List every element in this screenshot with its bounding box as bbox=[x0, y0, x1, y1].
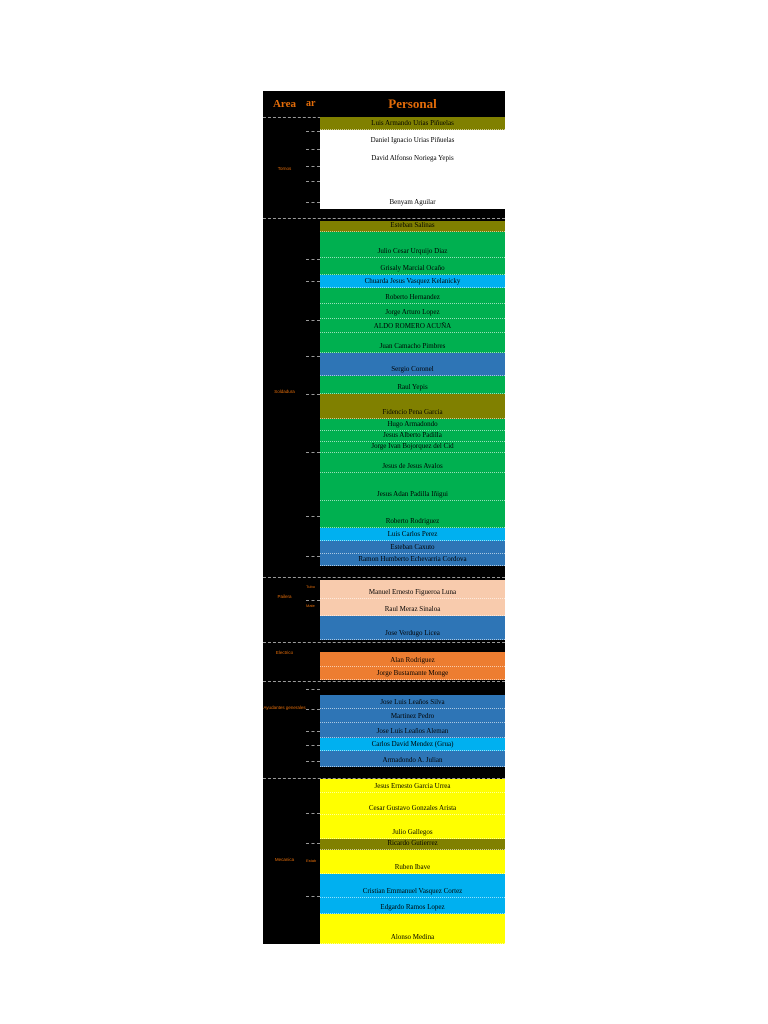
personal-cell[interactable]: Edgardo Ramos Lopez bbox=[320, 898, 505, 914]
area-label-electrico: Electrico bbox=[275, 650, 294, 655]
row-separator bbox=[263, 218, 505, 219]
sublabel-mecanica-1: Estab bbox=[306, 858, 317, 863]
personal-cell[interactable]: Raul Meraz Sinaloa bbox=[320, 599, 505, 616]
row-separator bbox=[263, 681, 505, 682]
personal-cell[interactable]: Julio Gallegos bbox=[320, 815, 505, 839]
row-tick bbox=[306, 281, 320, 282]
area-label-mecanica: Mecanica bbox=[274, 857, 295, 862]
column-header-area[interactable]: Area bbox=[272, 98, 296, 110]
personal-cell[interactable]: Jesus de Jesus Avalos bbox=[320, 453, 505, 473]
personal-cell[interactable]: Jose Luis Leaños Silva bbox=[320, 695, 505, 709]
area-label-ayudantes: Ayudantes generales bbox=[263, 705, 306, 710]
personal-cell[interactable]: Julio Cesar Urquijo Diaz bbox=[320, 232, 505, 258]
row-tick bbox=[306, 166, 320, 167]
personal-cell[interactable]: Martinez Pedro bbox=[320, 709, 505, 723]
sublabel-pailera-1: Tubo bbox=[306, 584, 315, 589]
personal-cell[interactable]: Hugo Armadondo bbox=[320, 419, 505, 431]
personal-cell[interactable]: Cristian Emmanuel Vasquez Cortez bbox=[320, 874, 505, 898]
area-label-soldadura: Soldadura bbox=[274, 389, 295, 394]
personal-cell[interactable]: Raul Yepis bbox=[320, 376, 505, 394]
personal-cell[interactable]: Carlos David Mendez (Grua) bbox=[320, 738, 505, 751]
personal-cell[interactable]: Alan Rodriguez bbox=[320, 652, 505, 667]
personal-cell[interactable]: Jorge Arturo Lopez bbox=[320, 304, 505, 319]
personal-cell[interactable]: Luis Carlos Perez bbox=[320, 528, 505, 541]
sublabel-pailera-2: Mate bbox=[306, 603, 315, 608]
row-tick bbox=[306, 149, 320, 150]
row-tick bbox=[306, 709, 320, 710]
personal-cell[interactable]: Jorge Bustamante Monge bbox=[320, 667, 505, 680]
personal-cell[interactable]: Jesus Adan Padilla Iñigui bbox=[320, 473, 505, 501]
personal-cell[interactable]: Jorge Ivan Bojorquez del Cid bbox=[320, 442, 505, 453]
row-tick bbox=[306, 394, 320, 395]
row-tick bbox=[306, 202, 320, 203]
row-tick bbox=[306, 761, 320, 762]
personal-cell[interactable]: Manuel Ernesto Figueroa Luna bbox=[320, 580, 505, 599]
row-tick bbox=[306, 813, 320, 814]
personal-cell[interactable]: Jose Verdugo Licea bbox=[320, 616, 505, 640]
personal-cell[interactable]: Ruben Ibave bbox=[320, 850, 505, 874]
column-header-personal[interactable]: Personal bbox=[388, 96, 437, 111]
personal-cell[interactable]: Juan Camacho Pimbres bbox=[320, 333, 505, 353]
personal-cell[interactable]: Ramon Humberto Echevarria Cordova bbox=[320, 554, 505, 566]
row-tick bbox=[306, 452, 320, 453]
row-tick bbox=[306, 356, 320, 357]
column-header-tarea[interactable]: ar bbox=[306, 98, 316, 109]
personal-cell[interactable]: Ricardo Gutierrez bbox=[320, 839, 505, 850]
personal-cell[interactable]: Roberto Hernandez bbox=[320, 288, 505, 304]
row-tick bbox=[306, 600, 320, 601]
personal-cell[interactable]: Esteban Caxuto bbox=[320, 541, 505, 554]
personal-cell[interactable]: Fidencio Pena Garcia bbox=[320, 394, 505, 419]
personal-cell[interactable]: Jesus Ernesto Garcia Urrea bbox=[320, 779, 505, 793]
personal-cell[interactable]: Luis Armando Urias Piñuelas bbox=[320, 117, 505, 130]
row-tick bbox=[306, 556, 320, 557]
personal-cell[interactable]: Grisaly Marcial Ocaño bbox=[320, 258, 505, 275]
row-separator bbox=[263, 577, 505, 578]
row-separator bbox=[263, 642, 505, 643]
row-tick bbox=[306, 731, 320, 732]
personal-cell-empty[interactable] bbox=[320, 165, 505, 183]
row-tick bbox=[306, 320, 320, 321]
spreadsheet-grid bbox=[263, 91, 505, 944]
personal-cell[interactable]: Roberto Rodriguez bbox=[320, 501, 505, 528]
row-tick bbox=[306, 843, 320, 844]
personal-cell[interactable]: ALDO ROMERO ACUÑA bbox=[320, 319, 505, 333]
row-tick bbox=[306, 181, 320, 182]
personal-cell[interactable]: Alonso Medina bbox=[320, 914, 505, 944]
personal-cell[interactable]: Cesar Gustavo Gonzales Arista bbox=[320, 793, 505, 815]
row-tick bbox=[306, 689, 320, 690]
row-tick bbox=[306, 516, 320, 517]
personal-cell[interactable]: Chuarda Jesus Vasquez Kelanicky bbox=[320, 275, 505, 288]
area-label-pailera: Pailera bbox=[277, 594, 292, 599]
personal-cell[interactable]: David Alfonso Noriega Yepis bbox=[320, 147, 505, 165]
personal-cell[interactable]: Jesus Alberto Padilla bbox=[320, 431, 505, 442]
row-tick bbox=[306, 745, 320, 746]
area-label-tornos: Tornos bbox=[277, 166, 292, 171]
personal-cell[interactable]: Benyam Aguilar bbox=[320, 183, 505, 209]
row-tick bbox=[306, 896, 320, 897]
personal-cell[interactable]: Esteban Salinas bbox=[320, 221, 505, 232]
personal-cell[interactable]: Daniel Ignacio Urias Piñuelas bbox=[320, 130, 505, 147]
row-tick bbox=[306, 259, 320, 260]
personal-cell[interactable]: Armadondo A. Julian bbox=[320, 751, 505, 767]
personal-cell[interactable]: Jose Luis Leaños Aleman bbox=[320, 723, 505, 738]
personal-cell[interactable]: Sergio Coronel bbox=[320, 353, 505, 376]
row-tick bbox=[306, 131, 320, 132]
